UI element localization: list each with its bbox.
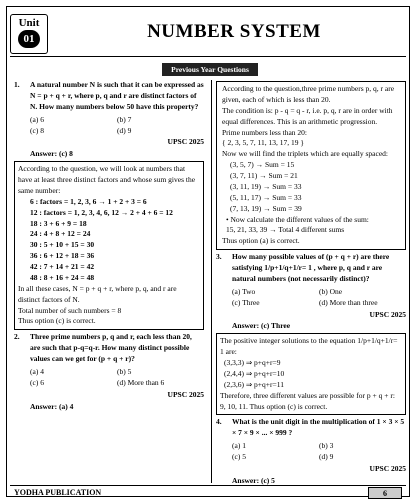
question-number: 3. bbox=[216, 252, 222, 262]
footer-divider bbox=[10, 485, 406, 486]
explanation-note: Total number of such numbers = 8 bbox=[18, 305, 122, 315]
question-4 bbox=[216, 417, 406, 439]
unit-number: 01 bbox=[18, 30, 40, 48]
answer-line: Answer: (c) 5 bbox=[232, 475, 275, 485]
option-a: (a) Two bbox=[232, 286, 256, 296]
option-b: (b) One bbox=[319, 286, 343, 296]
option-d: (d) 9 bbox=[117, 125, 132, 135]
option-d: (d) 9 bbox=[319, 452, 334, 461]
option-a: (a) 1 bbox=[232, 441, 246, 451]
question-number: 1. bbox=[14, 80, 20, 89]
explanation-line: The condition is: p - q = q - r, i.e. p, q, r are in order with equal differences. This is an arithmetic progression. bbox=[222, 105, 393, 126]
option-b: (b) 5 bbox=[117, 366, 132, 376]
question-1 bbox=[14, 80, 204, 113]
explanation-note: Therefore, three different values are possible for p + q + r: 9, 10, 11. Thus option (c) is correct. bbox=[220, 390, 395, 411]
explanation-line: 24 : 4 + 8 + 12 = 24 bbox=[30, 229, 91, 239]
explanation-line: (3,3,3) ⇒ p+q+r=9 bbox=[224, 358, 281, 367]
explanation-line: { 2, 3, 5, 7, 11, 13, 17, 19 } bbox=[222, 138, 304, 148]
option-a: (a) 4 bbox=[30, 366, 44, 376]
option-c: (c) Three bbox=[232, 297, 260, 307]
question-4-options bbox=[216, 441, 406, 463]
answer-line: Answer: (a) 4 bbox=[30, 401, 74, 411]
explanation-line: (3, 11, 19) → Sum = 33 bbox=[230, 181, 302, 191]
explanation-line: (7, 13, 19) → Sum = 39 bbox=[230, 203, 302, 213]
page-title: NUMBER SYSTEM bbox=[147, 21, 321, 42]
option-d: (d) More than 6 bbox=[117, 377, 165, 387]
publisher-name: YODHA PUBLICATION bbox=[14, 488, 102, 497]
section-banner: Previous Year Questions bbox=[162, 63, 258, 76]
question-text: A natural number N is such that it can be expressed as N = p + q + r, where p, q and r are distinct factors of N. How many numbers below 50 have this property? bbox=[30, 80, 204, 111]
right-column bbox=[216, 80, 406, 487]
explanation-line: • Now calculate the different values of the sum: bbox=[226, 214, 369, 224]
option-d: (d) More than three bbox=[319, 297, 378, 307]
question-number: 4. bbox=[216, 417, 222, 427]
answer-line: Answer: (c) 8 bbox=[30, 149, 73, 159]
explanation-box bbox=[14, 161, 204, 330]
explanation-box bbox=[216, 81, 406, 250]
option-c: (c) 6 bbox=[30, 377, 44, 387]
explanation-line: 6 : factors = 1, 2, 3, 6 → 1 + 2 + 3 = 6 bbox=[30, 196, 147, 206]
explanation-line: Now we will find the triplets which are equally spaced: bbox=[222, 149, 388, 159]
explanation-line: According to the question,three prime numbers p, q, r are given, each of which is less than 20. bbox=[222, 84, 395, 104]
exam-tag: UPSC 2025 bbox=[167, 137, 204, 147]
question-2 bbox=[14, 332, 204, 365]
question-text: Three prime numbers p, q and r, each less than 20, are such that p-q=q-r. How many distinct possible values can we get for (p + q + r)? bbox=[30, 332, 192, 363]
unit-label: Unit bbox=[18, 17, 40, 29]
option-c: (c) 8 bbox=[30, 125, 44, 135]
answer-line: Answer: (c) Three bbox=[232, 321, 291, 331]
explanation-line: (3, 7, 11) → Sum = 21 bbox=[230, 171, 298, 180]
column-divider bbox=[211, 80, 212, 483]
explanation-line: (5, 11, 17) → Sum = 33 bbox=[230, 192, 302, 202]
explanation-line: 15, 21, 33, 39 → Total 4 different sums bbox=[226, 225, 345, 235]
explanation-line: Prime numbers less than 20: bbox=[222, 127, 307, 137]
explanation-line: 36 : 6 + 12 + 18 = 36 bbox=[30, 251, 95, 261]
question-1-options bbox=[14, 115, 204, 137]
option-c: (c) 5 bbox=[232, 452, 246, 461]
question-number: 2. bbox=[14, 332, 20, 342]
explanation-intro: The positive integer solutions to the equation 1/p+1/q+1/r= 1 are: bbox=[220, 336, 398, 357]
explanation-note: Thus option (c) is correct. bbox=[18, 316, 96, 326]
explanation-line: (3, 5, 7) → Sum = 15 bbox=[230, 160, 295, 170]
explanation-line: (2,3,6) ⇒ p+q+r=11 bbox=[224, 379, 284, 389]
explanation-note: In all these cases, N = p + q + r, where p, q, and r are distinct factors of N. bbox=[18, 283, 177, 304]
option-b: (b) 7 bbox=[117, 114, 132, 124]
title-divider bbox=[10, 56, 406, 57]
question-text: How many possible values of (p + q + r) are there satisfying 1/p+1/q+1/r= 1 , where p, q and r are natural numbers (not necessarily distinct)? bbox=[232, 252, 390, 283]
left-column bbox=[14, 80, 204, 412]
explanation-line: 30 : 5 + 10 + 15 = 30 bbox=[30, 240, 95, 250]
question-3 bbox=[216, 252, 406, 285]
option-b: (b) 3 bbox=[319, 441, 334, 451]
page-number: 6 bbox=[368, 487, 402, 499]
explanation-line: 12 : factors = 1, 2, 3, 4, 6, 12 → 2 + 4 + 6 = 12 bbox=[30, 207, 173, 217]
question-3-options bbox=[216, 287, 406, 309]
explanation-line: (2,4,4) ⇒ p+q+r=10 bbox=[224, 368, 285, 378]
explanation-box bbox=[216, 333, 406, 415]
explanation-line: 42 : 7 + 14 + 21 = 42 bbox=[30, 262, 95, 271]
explanation-line: Thus option (a) is correct. bbox=[222, 236, 300, 246]
question-2-options bbox=[14, 367, 204, 389]
exam-tag: UPSC 2025 bbox=[167, 389, 204, 399]
unit-badge bbox=[10, 14, 48, 54]
question-text: What is the unit digit in the multiplication of 1 × 3 × 5 × 7 × 9 × ... × 999 ? bbox=[232, 417, 405, 438]
explanation-line: 48 : 8 + 16 + 24 = 48 bbox=[30, 272, 95, 282]
exam-tag: UPSC 2025 bbox=[369, 463, 406, 473]
exam-tag: UPSC 2025 bbox=[369, 309, 406, 319]
option-a: (a) 6 bbox=[30, 114, 44, 124]
explanation-intro: According to the question, we will look at numbers that have at least three distinct factors and whose sum gives the same number: bbox=[18, 164, 196, 195]
explanation-line: 18 : 3 + 6 + 9 = 18 bbox=[30, 218, 87, 228]
